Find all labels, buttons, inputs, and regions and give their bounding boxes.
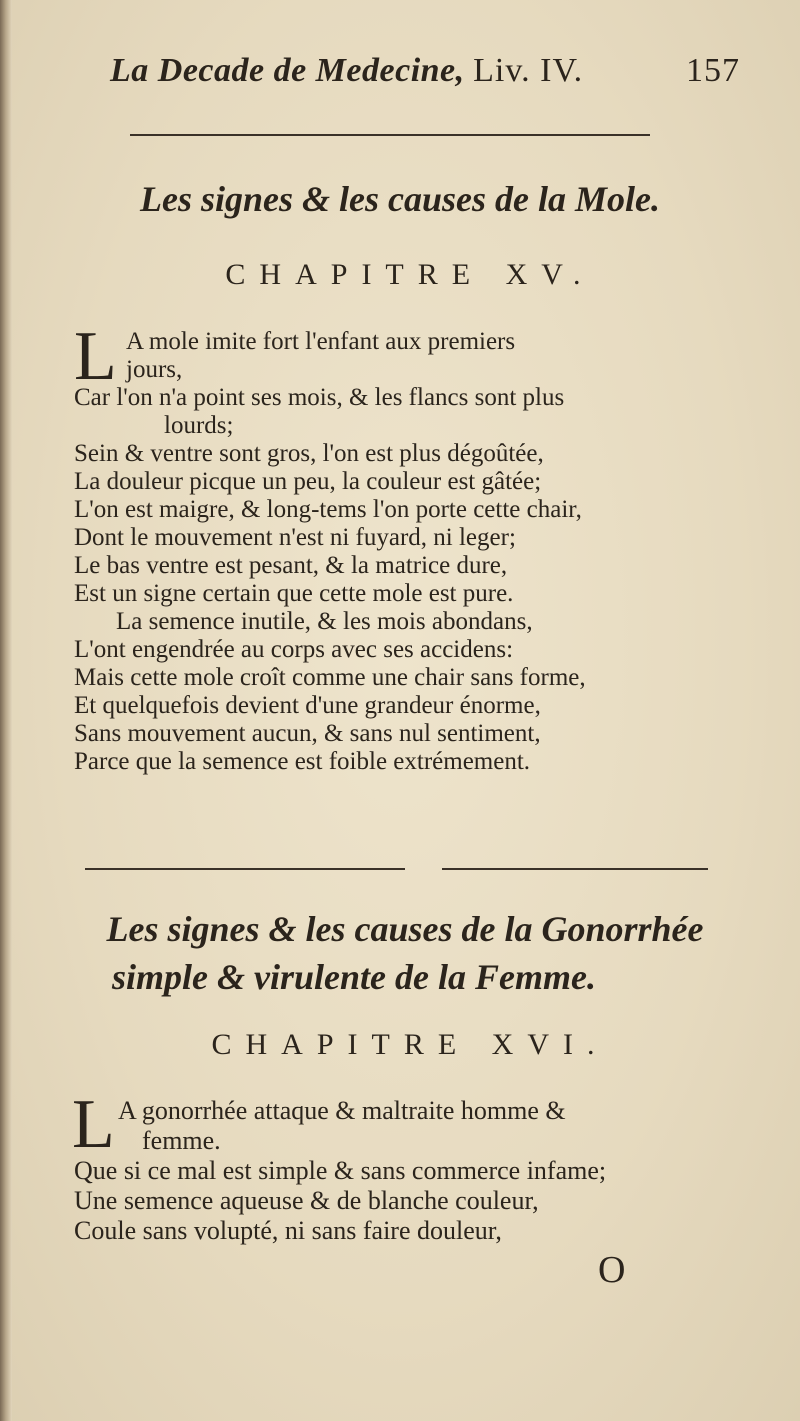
verse-line: Sans mouvement aucun, & sans nul sentiment, [74, 720, 541, 747]
verse-line: A gonorrhée attaque & maltraite homme & [118, 1096, 566, 1125]
chapter-heading-xvi: CHAPITRE XVI. [211, 1028, 609, 1061]
header-title: La Decade de Medecine, [110, 52, 465, 89]
verse-line: jours, [126, 356, 183, 383]
verse-line: La semence inutile, & les mois abondans, [116, 608, 533, 635]
running-header [110, 52, 750, 102]
verse-line: lourds; [164, 412, 234, 439]
poem-gonorrhee [74, 1096, 744, 1246]
page-number: 157 [686, 52, 740, 89]
verse-line: Sein & ventre sont gros, l'on est plus dégoûtée, [74, 440, 544, 467]
verse-line: Le bas ventre est pesant, & la matrice dure, [74, 552, 508, 579]
catchword: O [598, 1249, 626, 1291]
verse-line: A mole imite fort l'enfant aux premiers [126, 328, 516, 355]
verse-line: Une semence aqueuse & de blanche couleur, [74, 1186, 539, 1215]
page-binding-edge [0, 0, 12, 1421]
section-title-gonorrhee-line1: Les signes & les causes de la Gonorrhée [106, 909, 704, 949]
verse-line: Dont le mouvement n'est ni fuyard, ni leger; [74, 524, 516, 551]
verse-line: Mais cette mole croît comme une chair sans forme, [74, 664, 586, 691]
verse-line: Est un signe certain que cette mole est pure. [74, 580, 514, 607]
verse-line: Coule sans volupté, ni sans faire douleur, [74, 1216, 502, 1245]
verse-line: Que si ce mal est simple & sans commerce infame; [74, 1156, 607, 1185]
poem-mole [74, 328, 744, 776]
drop-cap: L [74, 318, 117, 395]
verse-line: Et quelquefois devient d'une grandeur énorme, [74, 692, 541, 719]
verse-line: Car l'on n'a point ses mois, & les flancs sont plus [74, 384, 565, 411]
verse-line: La douleur picque un peu, la couleur est gâtée; [74, 468, 542, 495]
section-title-mole: Les signes & les causes de la Mole. [140, 179, 660, 219]
drop-cap: L [72, 1086, 115, 1163]
section-title-gonorrhee-line2: simple & virulente de la Femme. [112, 957, 596, 997]
header-rule [130, 134, 650, 136]
section-rule-left [85, 868, 405, 870]
verse-line: Parce que la semence est foible extrémement. [74, 748, 531, 775]
section-rule-right [442, 868, 708, 870]
verse-line: L'on est maigre, & long-tems l'on porte cette chair, [74, 496, 582, 523]
chapter-heading-xv: CHAPITRE XV. [225, 258, 595, 291]
verse-line: femme. [142, 1126, 221, 1155]
verse-line: L'ont engendrée au corps avec ses accidens: [74, 636, 514, 663]
header-book-number: Liv. IV. [473, 52, 584, 89]
